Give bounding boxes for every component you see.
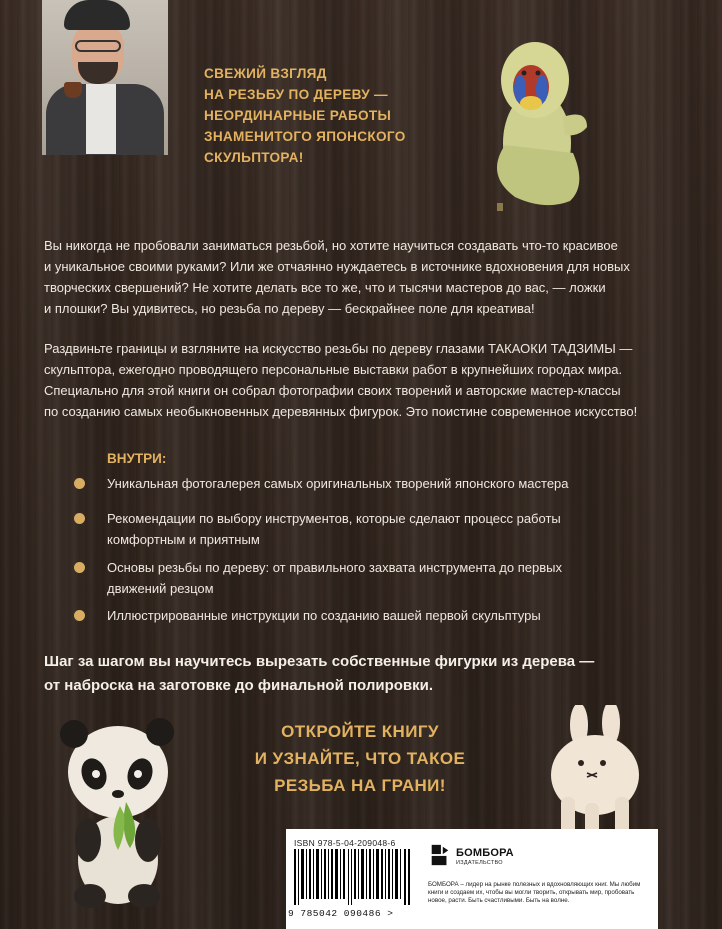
publisher-subtitle: ИЗДАТЕЛЬСТВО: [456, 860, 503, 866]
paragraph-line: Специально для этой книги он собрал фотографии своих творений и авторские мастер-классы: [44, 383, 621, 398]
headline-line: СВЕЖИЙ ВЗГЛЯД: [204, 66, 327, 81]
barcode-digits: 9 785042 090486 >: [288, 908, 394, 919]
cta-line: РЕЗЬБА НА ГРАНИ!: [274, 776, 446, 795]
paragraph-line: и уникальное своими руками? Или же отчаянно нуждаетесь в источнике вдохновения для новых: [44, 259, 630, 274]
author-photo: [42, 0, 168, 155]
headline-line: ЗНАМЕНИТОГО ЯПОНСКОГО: [204, 129, 406, 144]
publisher-name: БОМБОРА: [456, 847, 514, 859]
publisher-description: БОМБОРА – лидер на рынке полезных и вдохновляющих книг. Мы любим книги и создаем их, чтобы вы могли творить, открывать мир, пробовать новое, расти. Быть счастливыми. Быть на волне.: [428, 881, 641, 904]
list-item-text: Рекомендации по выбору инструментов, которые сделают процесс работы: [107, 511, 561, 526]
bombora-logo-icon: [428, 841, 452, 869]
cta-line: ОТКРОЙТЕ КНИГУ: [281, 722, 439, 741]
step-line: Шаг за шагом вы научитесь вырезать собственные фигурки из дерева —: [44, 653, 595, 670]
inside-title: ВНУТРИ:: [107, 451, 167, 466]
bullet-dot-icon: [74, 513, 85, 524]
panda-sculpture-image: [60, 710, 175, 910]
paragraph-line: по созданию самых необыкновенных деревянных фигурок. Это поистине современное искусство!: [44, 404, 638, 419]
list-item-text: Основы резьбы по дереву: от правильного захвата инструмента до первых: [107, 560, 562, 575]
paragraph-line: и плошки? Вы удивитесь, но резьба по дереву — бескрайнее поле для креатива!: [44, 301, 535, 316]
list-item-text: комфортным и приятным: [107, 532, 260, 547]
intro-paragraph: [44, 235, 684, 319]
paragraph-line: творческих свершений? Не хотите делать все то же, что и тысячи мастеров до вас, — ложки: [44, 280, 606, 295]
author-beret: [64, 0, 130, 30]
author-pipe: [64, 82, 82, 98]
barcode-panel: [286, 829, 658, 929]
bullet-dot-icon: [74, 610, 85, 621]
mandrill-sculpture-image: [475, 25, 595, 215]
list-item-text: Иллюстрированные инструкции по созданию вашей первой скульптуры: [107, 608, 541, 623]
paragraph-line: Вы никогда не пробовали заниматься резьбой, но хотите научиться создавать что-то красивое: [44, 238, 618, 253]
headline-line: НЕОРДИНАРНЫЕ РАБОТЫ: [204, 108, 392, 123]
headline-line: НА РЕЗЬБУ ПО ДЕРЕВУ —: [204, 87, 388, 102]
step-by-step-text: [44, 650, 694, 698]
author-beard: [78, 62, 118, 84]
author-paragraph: [44, 338, 684, 422]
barcode-icon: [294, 849, 412, 905]
paragraph-line: скульптора, ежегодно проводящего персональные выставки работ в крупнейших городах мира.: [44, 362, 623, 377]
headline-line: СКУЛЬПТОРА!: [204, 150, 304, 165]
cta-line: И УЗНАЙТЕ, ЧТО ТАКОЕ: [254, 749, 466, 768]
bullet-dot-icon: [74, 478, 85, 489]
author-glasses: [75, 40, 121, 52]
call-to-action: [240, 718, 480, 799]
step-line: от наброска на заготовке до финальной полировки.: [44, 677, 434, 694]
list-item-text: Уникальная фотогалерея самых оригинальных творений японского мастера: [107, 476, 569, 491]
bullet-dot-icon: [74, 562, 85, 573]
list-item-text: движений резцом: [107, 581, 214, 596]
paragraph-line: Раздвиньте границы и взгляните на искусство резьбы по дереву глазами ТАКАОКИ ТАДЗИМЫ —: [44, 341, 633, 356]
headline: [204, 63, 444, 168]
author-shirt: [86, 84, 116, 154]
isbn-label: ISBN 978-5-04-209048-6: [294, 838, 396, 848]
